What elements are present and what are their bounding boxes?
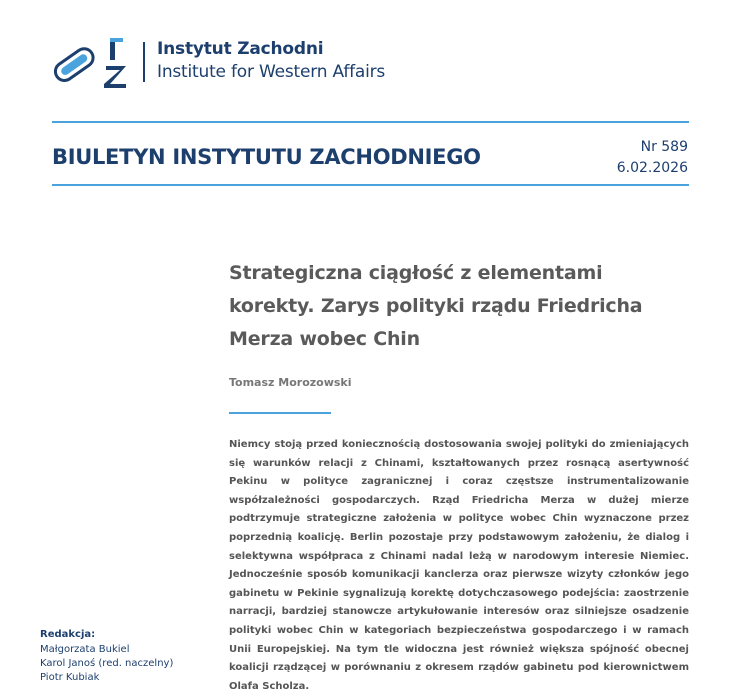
author-divider [229,412,331,414]
iz-logo-icon [52,36,132,92]
editor-name: Piotr Kubiak [40,672,100,683]
editor-name: Karol Janoś (red. naczelny) [40,658,174,669]
editors-label: Redakcja: [40,629,96,640]
bulletin-title: BIULETYN INSTYTUTU ZACHODNIEGO [52,145,481,169]
header-rule-top [52,121,689,123]
article-title: Strategiczna ciągłość z elementami korekty. Zarys polityki rządu Friedricha Merza wobec Chin [229,262,643,350]
issue-date: 6.02.2026 [616,160,688,176]
institute-name-pl: Instytut Zachodni [157,39,324,59]
article-abstract: Niemcy stoją przed koniecznością dostosowania swojej polityki do zmieniających się warunków relacji z Chinami, kształtowanych przez rosnącą asertywność Pekinu w polityce zagranicznej i coraz częstsze instrumentalizowanie współzależności gospodarczych. Rząd Friedricha Merza w dużej mierze podtrzymuje strategiczne założenia w polityce wobec Chin wyznaczone przez poprzednią koalicję. Berlin pozostaje przy podstawowym założeniu, że dialog i selektywna współpraca z Chinami nadal leżą w narodowym interesie Niemiec. Jednocześnie sposób komunikacji kanclerza oraz pierwsze wizyty członków jego gabinetu w Pekinie sygnalizują korektę dotychczasowego podejścia: zaostrzenie narracji, bardziej stanowcze artykułowanie interesów oraz silniejsze osadzenie polityki wobec Chin w kategoriach bezpieczeństwa gospodarczego i w ramach Unii Europejskiej. Na tym tle widoczna jest również większa spójność obecnej koalicji rządzącej w porównaniu z okresem rządów gabinetu pod kierownictwem Olafa Scholza. [229,439,689,692]
institute-name-en: Institute for Western Affairs [157,62,386,82]
editor-name: Małgorzata Bukiel [40,644,130,655]
issue-number: Nr 589 [640,139,688,155]
header-rule-bottom [52,184,689,186]
article-author: Tomasz Morozowski [229,376,352,389]
logo-divider [143,42,145,82]
